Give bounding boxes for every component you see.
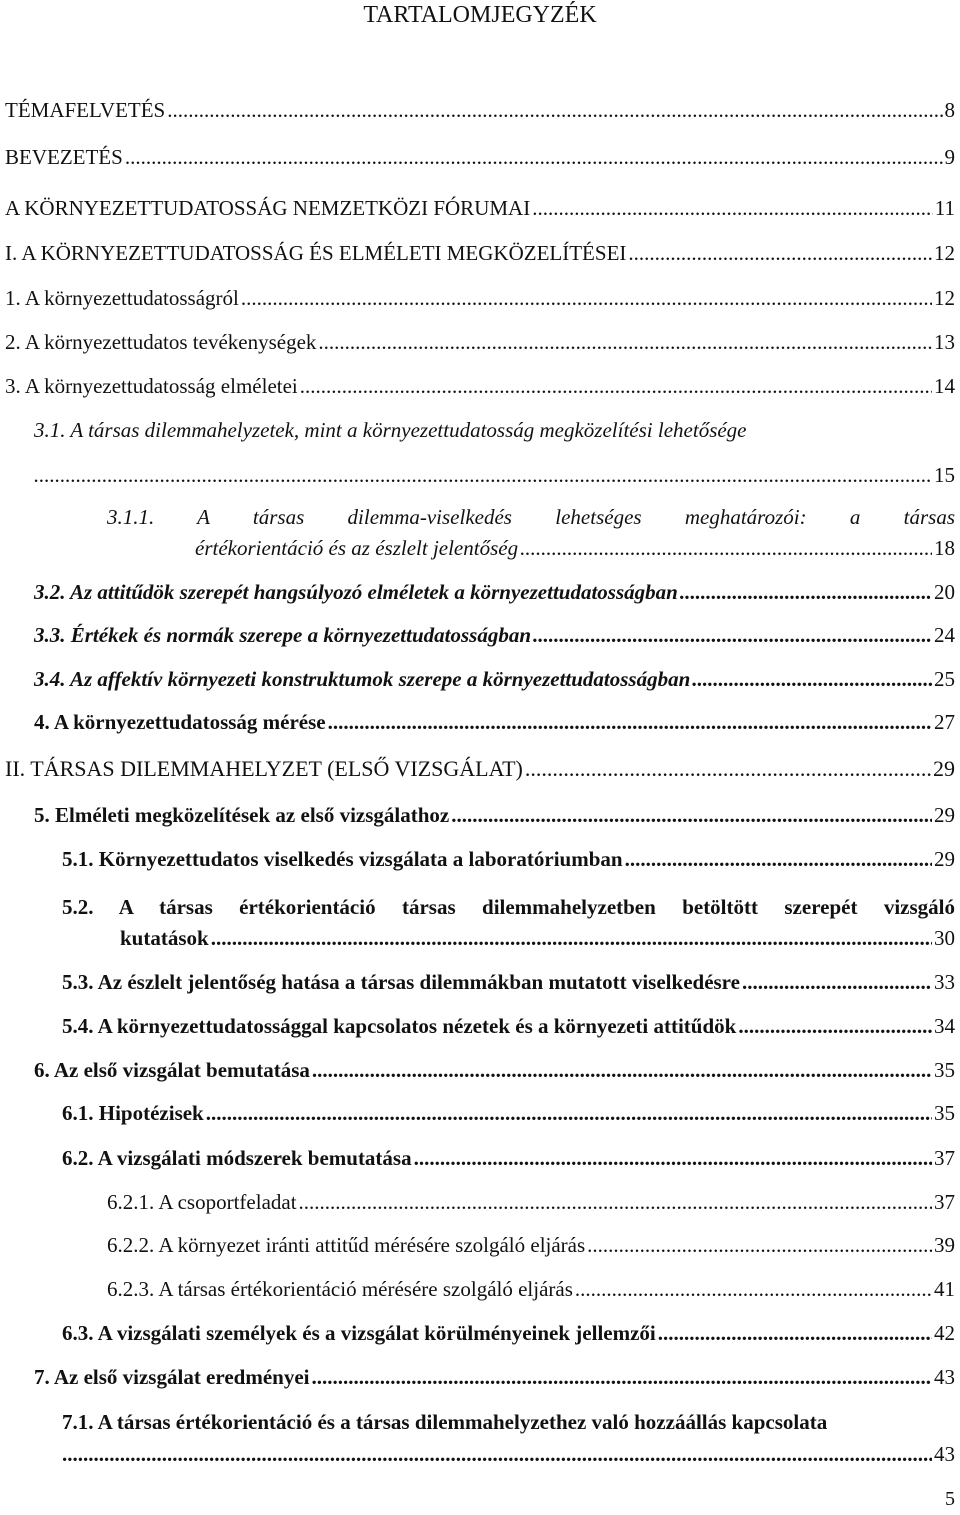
toc-entry-2[interactable]: 2. A környezettudatos tevékenységek ..... 13 <box>5 330 955 354</box>
leader-dots <box>206 1101 932 1125</box>
toc-entry-6-2[interactable]: 6.2. A vizsgálati módszerek bemutatása ..... 37 <box>62 1146 955 1170</box>
toc-entry-4[interactable]: 4. A környezettudatosság mérése ..... 27 <box>34 710 955 734</box>
leader-dots <box>533 623 932 647</box>
toc-entry-3-3[interactable]: 3.3. Értékek és normák szerepe a környezettudatosságban ..... 24 <box>34 623 955 647</box>
leader-dots <box>241 286 932 310</box>
toc-entry-1[interactable]: 1. A környezettudatosságról ..... 12 <box>5 286 955 310</box>
toc-entry-3-2[interactable]: 3.2. Az attitűdök szerepét hangsúlyozó elméletek a környezettudatosságban ..... 20 <box>34 580 955 604</box>
toc-entry-5-1[interactable]: 5.1. Környezettudatos viselkedés vizsgálata a laboratóriumban ..... 29 <box>62 847 955 871</box>
leader-dots <box>680 580 932 604</box>
toc-entry-6-3[interactable]: 6.3. A vizsgálati személyek és a vizsgálat körülményeinek jellemzői ..... 42 <box>62 1321 955 1345</box>
toc-entry-part-2[interactable]: II. TÁRSAS DILEMMAHELYZET (ELSŐ VIZSGÁLAT) ..... 29 <box>5 757 955 781</box>
toc-entry-5-2-line1[interactable]: 5.2. A társas értékorientáció társas dilemmahelyzetben betöltött szerepét vizsgáló <box>62 895 955 919</box>
leader-dots <box>742 970 932 994</box>
leader-dots <box>532 196 933 220</box>
leader-dots <box>525 757 931 781</box>
leader-dots <box>738 1014 932 1038</box>
toc-entry-6-2-1[interactable]: 6.2.1. A csoportfeladat ..... 37 <box>107 1190 955 1214</box>
page-number: 5 <box>945 1488 955 1510</box>
leader-dots <box>62 1442 932 1466</box>
leader-dots <box>658 1321 932 1345</box>
toc-entry-3-1-1-line2[interactable]: értékorientáció és az észlelt jelentőség ..... 18 <box>195 536 955 560</box>
toc-entry-3-1-1-line1[interactable]: 3.1.1. A társas dilemma-viselkedés lehetséges meghatározói: a társas <box>107 505 955 529</box>
toc-entry-5[interactable]: 5. Elméleti megközelítések az első vizsgálathoz ..... 29 <box>34 803 955 827</box>
leader-dots <box>299 1190 932 1214</box>
leader-dots <box>312 1058 932 1082</box>
toc-entry-5-4[interactable]: 5.4. A környezettudatossággal kapcsolatos nézetek és a környezeti attitűdök ..... 34 <box>62 1014 955 1038</box>
leader-dots <box>628 241 932 265</box>
toc-entry-5-2-line2[interactable]: kutatások ..... 30 <box>120 926 955 950</box>
toc-entry-5-3[interactable]: 5.3. Az észlelt jelentőség hatása a társas dilemmákban mutatott viselkedésre ..... 33 <box>62 970 955 994</box>
toc-entry-part-1[interactable]: I. A KÖRNYEZETTUDATOSSÁG ÉS ELMÉLETI MEGKÖZELÍTÉSEI ..... 12 <box>5 241 955 265</box>
toc-entry-3-1-line1[interactable]: 3.1. A társas dilemmahelyzetek, mint a környezettudatosság megközelítési lehetősége <box>34 418 747 442</box>
leader-dots <box>311 1365 932 1389</box>
leader-dots <box>587 1233 932 1257</box>
leader-dots <box>34 463 932 487</box>
leader-dots <box>414 1146 932 1170</box>
toc-entry-3-1-line2[interactable]: ..... 15 <box>34 463 955 487</box>
toc-entry-7-1-line2[interactable]: ..... 43 <box>62 1442 955 1466</box>
leader-dots <box>211 926 932 950</box>
leader-dots <box>318 330 932 354</box>
toc-entry-6-2-3[interactable]: 6.2.3. A társas értékorientáció mérésére szolgáló eljárás ..... 41 <box>107 1277 955 1301</box>
leader-dots <box>328 710 932 734</box>
toc-entry-6-2-2[interactable]: 6.2.2. A környezet iránti attitűd mérésére szolgáló eljárás ..... 39 <box>107 1233 955 1257</box>
leader-dots <box>575 1277 932 1301</box>
toc-entry-7-1-line1[interactable]: 7.1. A társas értékorientáció és a társas dilemmahelyzethez való hozzáállás kapcsolata <box>62 1410 828 1434</box>
toc-entry-6[interactable]: 6. Az első vizsgálat bemutatása ..... 35 <box>34 1058 955 1082</box>
toc-entry-6-1[interactable]: 6.1. Hipotézisek ..... 35 <box>62 1101 955 1125</box>
toc-entry-temafelvetes[interactable]: TÉMAFELVETÉS ..... 8 <box>5 98 955 122</box>
leader-dots <box>167 98 942 122</box>
toc-entry-7[interactable]: 7. Az első vizsgálat eredményei ..... 43 <box>34 1365 955 1389</box>
leader-dots <box>520 536 932 560</box>
leader-dots <box>625 847 932 871</box>
toc-entry-3[interactable]: 3. A környezettudatosság elméletei ..... 14 <box>5 374 955 398</box>
toc-entry-nemzetkozi-forumai[interactable]: A KÖRNYEZETTUDATOSSÁG NEMZETKÖZI FÓRUMAI ..... 11 <box>5 196 955 220</box>
leader-dots <box>692 667 932 691</box>
leader-dots <box>125 145 943 169</box>
toc-title: TARTALOMJEGYZÉK <box>363 2 597 28</box>
leader-dots <box>300 374 932 398</box>
toc-entry-3-4[interactable]: 3.4. Az affektív környezeti konstruktumok szerepe a környezettudatosságban ..... 25 <box>34 667 955 691</box>
toc-entry-bevezetes[interactable]: BEVEZETÉS ..... 9 <box>5 145 955 169</box>
leader-dots <box>451 803 932 827</box>
